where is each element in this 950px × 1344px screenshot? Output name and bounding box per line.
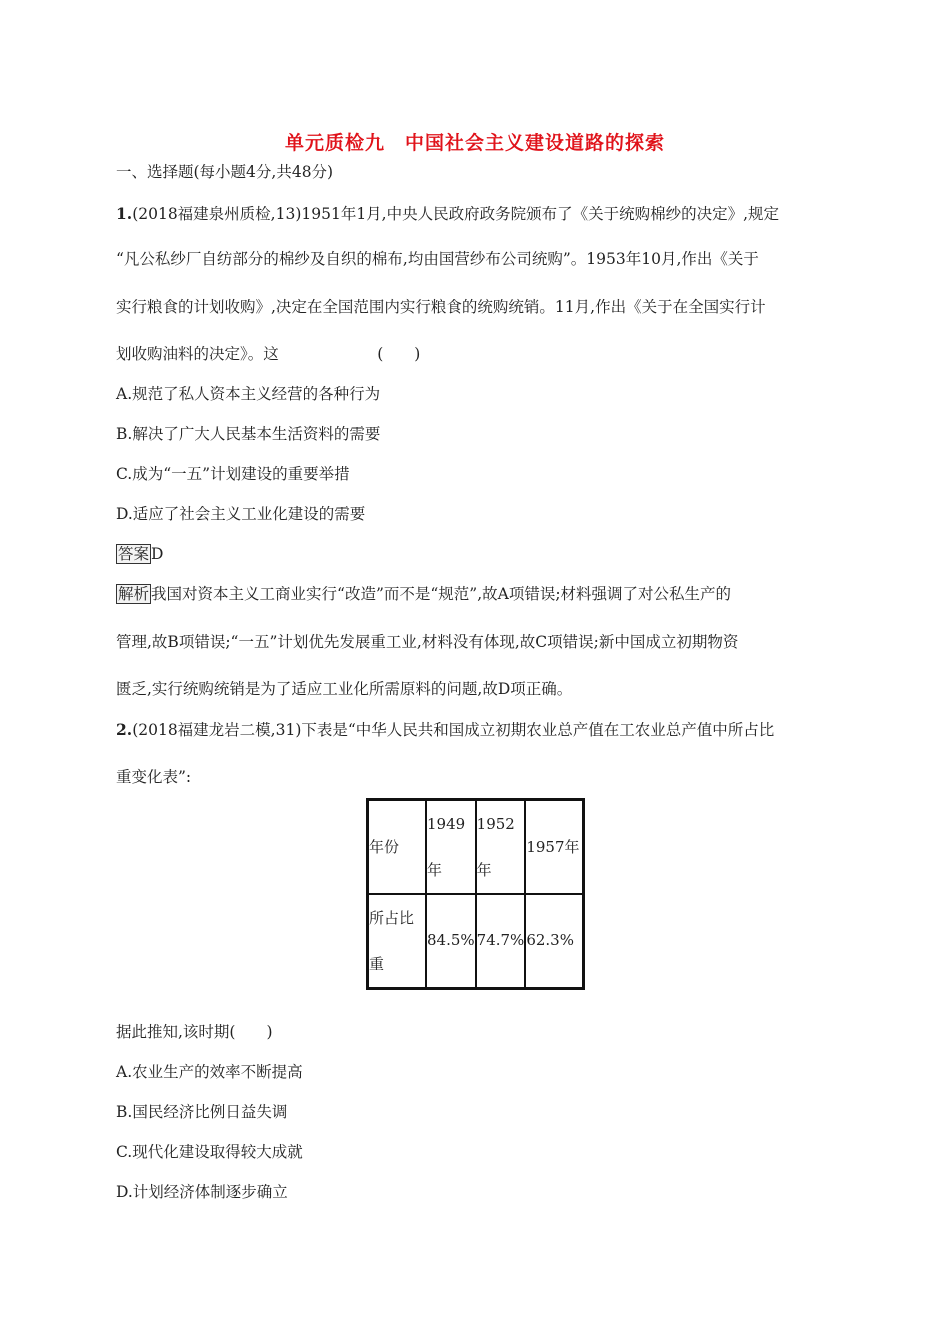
q1-number: 1. (116, 204, 133, 223)
q2-number: 2. (116, 720, 133, 739)
data-table (366, 798, 585, 990)
q2-line-2: 重变化表”: (116, 768, 192, 786)
section-heading: 一、选择题(每小题4分,共48分) (116, 163, 334, 181)
q2-text-1: (2018福建龙岩二模,31)下表是“中华人民共和国成立初期农业总产值在工农业总产值中所占比 (132, 721, 775, 739)
q1-option-d: D.适应了社会主义工业化建设的需要 (116, 505, 366, 523)
q2-option-c: C.现代化建设取得较大成就 (116, 1143, 303, 1161)
table-cell: 1957年 (525, 800, 584, 895)
q1-answer (116, 542, 163, 564)
q1-line-1 (116, 202, 779, 224)
q1-analysis-3: 匮乏,实行统购统销是为了适应工业化所需原料的问题,故D项正确。 (116, 680, 573, 698)
q1-line-3: 实行粮食的计划收购》,决定在全国范围内实行粮食的统购统销。11月,作出《关于在全国实行计 (116, 298, 766, 316)
table-row (368, 894, 584, 989)
analysis-label: 解析 (118, 585, 150, 603)
q1-line-4 (116, 342, 429, 364)
table-cell: 1952 年 (476, 800, 526, 895)
table-cell: 1949 年 (426, 800, 476, 895)
answer-label: 答案 (118, 545, 150, 563)
page-title: 单元质检九 中国社会主义建设道路的探索 (284, 132, 665, 154)
table-cell: 年份 (368, 800, 427, 895)
q1-text-4: 划收购油料的决定》。这 (116, 345, 279, 363)
analysis-text-1: 我国对资本主义工商业实行“改造”而不是“规范”,故A项错误;材料强调了对公私生产的 (151, 585, 732, 603)
table-row (368, 800, 584, 895)
q1-answer-paren: ( ) (377, 345, 421, 363)
q1-text-1: (2018福建泉州质检,13)1951年1月,中央人民政府政务院颁布了《关于统购棉纱的决定》,规定 (132, 205, 780, 223)
table-cell: 所占比 重 (368, 894, 427, 989)
q2-line-1 (116, 718, 774, 740)
q2-option-a: A.农业生产的效率不断提高 (116, 1063, 303, 1081)
table-cell: 62.3% (525, 894, 584, 989)
q1-option-b: B.解决了广大人民基本生活资料的需要 (116, 425, 381, 443)
q1-analysis-2: 管理,故B项错误;“一五”计划优先发展重工业,材料没有体现,故C项错误;新中国成立初期物资 (116, 633, 739, 651)
table-cell: 84.5% (426, 894, 476, 989)
answer-value: D (151, 545, 164, 563)
q1-line-2: “凡公私纱厂自纺部分的棉纱及自织的棉布,均由国营纱布公司统购”。1953年10月,作出《关于 (116, 250, 759, 268)
q1-option-a: A.规范了私人资本主义经营的各种行为 (116, 385, 381, 403)
q1-option-c: C.成为“一五”计划建设的重要举措 (116, 465, 350, 483)
q2-option-b: B.国民经济比例日益失调 (116, 1103, 288, 1121)
table-cell: 74.7% (476, 894, 526, 989)
q2-option-d: D.计划经济体制逐步确立 (116, 1183, 288, 1201)
q2-stem: 据此推知,该时期( ) (116, 1023, 273, 1041)
q1-analysis-1 (116, 582, 731, 604)
